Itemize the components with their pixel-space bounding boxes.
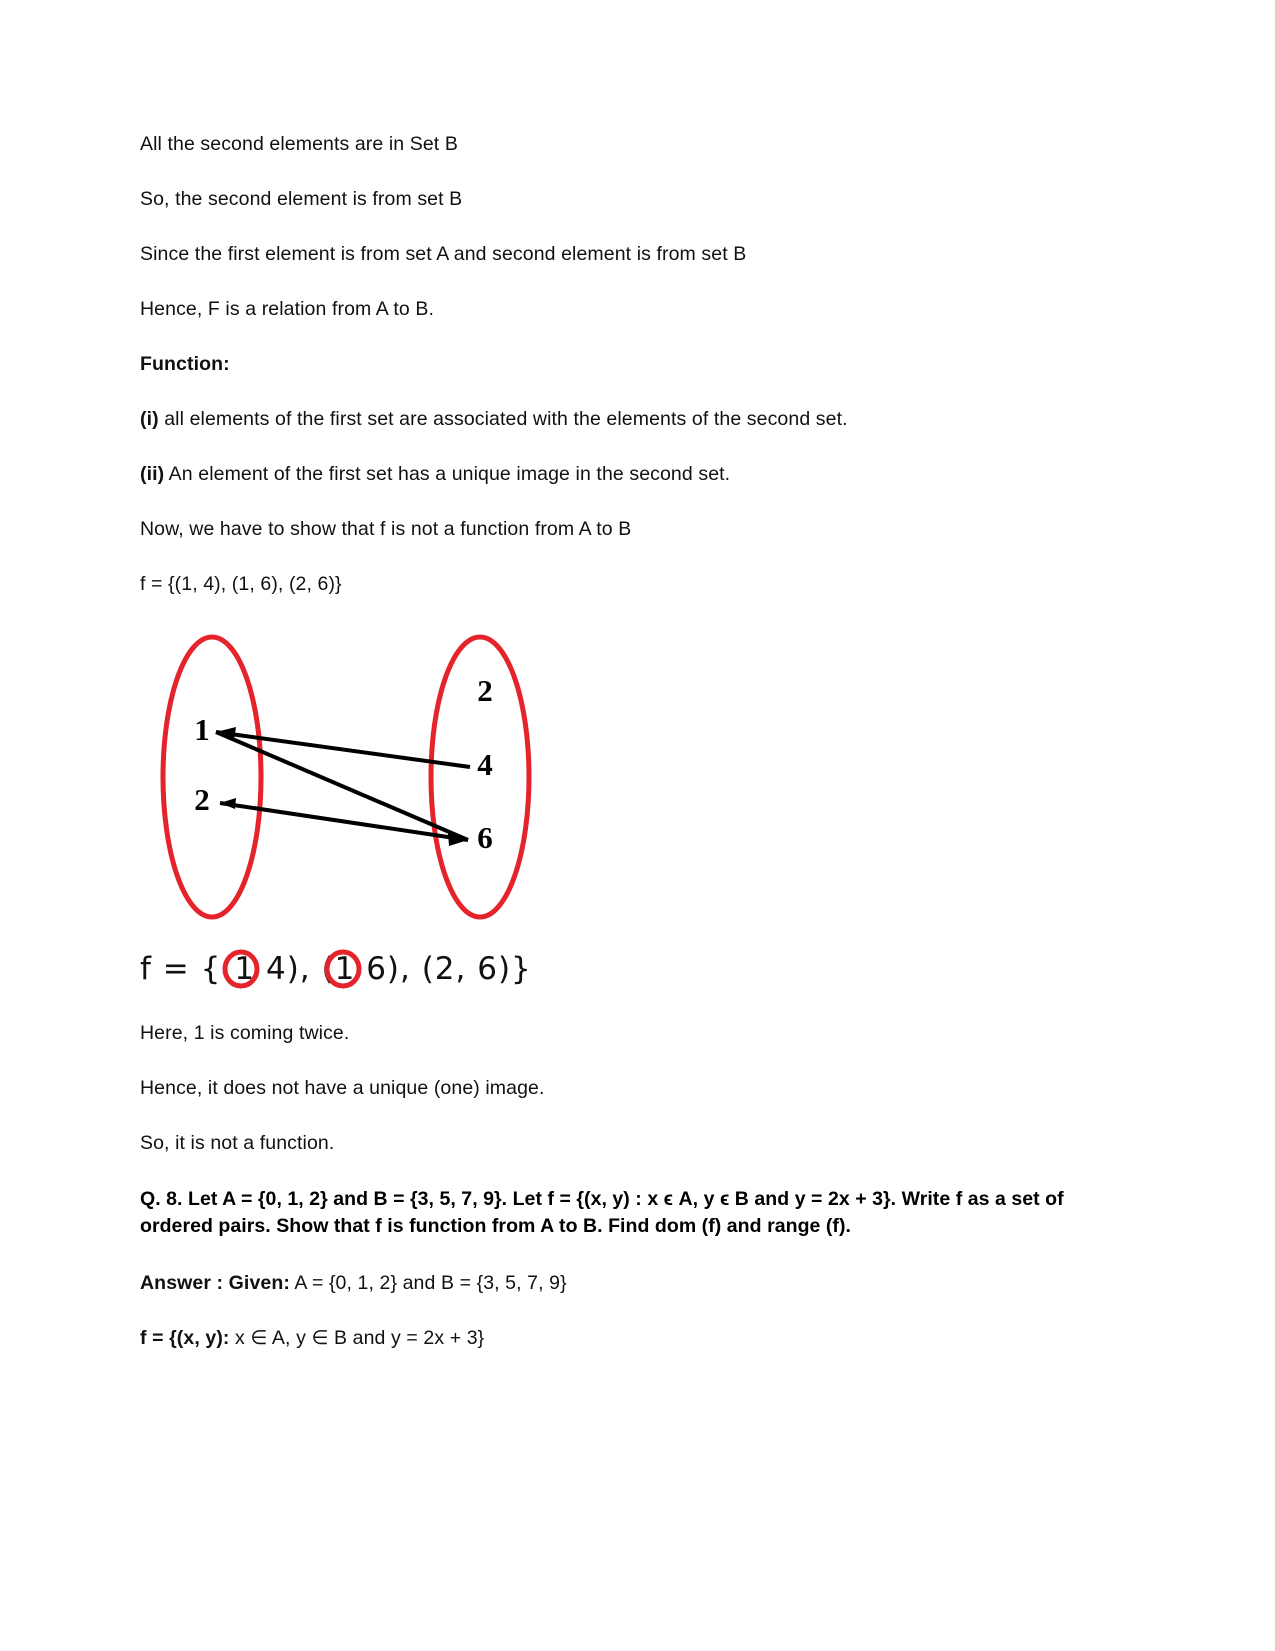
function-point-i-marker: (i) <box>140 408 159 430</box>
f-definition: f = {(1, 4), (1, 6), (2, 6)} <box>140 573 342 595</box>
set-a-element-1: 1 <box>194 712 210 747</box>
set-b-element-4: 4 <box>477 747 493 782</box>
heading-function: Function: <box>140 353 230 375</box>
paragraph-no-unique-image: Hence, it does not have a unique (one) image. <box>140 1077 545 1099</box>
paragraph-not-a-function: So, it is not a function. <box>140 1132 335 1154</box>
paragraph-hence-relation: Hence, F is a relation from A to B. <box>140 298 434 320</box>
answer-given-prefix: Answer : Given: <box>140 1272 290 1294</box>
f-set-builder-rest: x ∈ A, y ∈ B and y = 2x + 3} <box>229 1327 485 1349</box>
set-b-element-2: 2 <box>477 673 493 708</box>
paragraph-second-element-from-set-b: So, the second element is from set B <box>140 188 463 210</box>
function-point-i <box>140 407 1100 431</box>
paragraph-since-first-element: Since the first element is from set A and second element is from set B <box>140 243 747 265</box>
paragraph-all-second-elements: All the second elements are in Set B <box>140 133 458 155</box>
answer-given-rest: A = {0, 1, 2} and B = {3, 5, 7, 9} <box>289 1272 567 1294</box>
set-b-element-6: 6 <box>477 820 493 855</box>
set-a-element-2: 2 <box>194 782 210 817</box>
paragraph-now-show-not-function: Now, we have to show that f is not a function from A to B <box>140 518 632 540</box>
function-point-ii-text: An element of the first set has a unique image in the second set. <box>164 463 731 485</box>
function-point-ii <box>140 462 1100 486</box>
answer-given-line <box>140 1271 1100 1295</box>
circled-formula-text: f = {(1 4), (1 6), (2, 6)} <box>140 951 532 987</box>
mapping-diagram <box>140 627 560 927</box>
f-set-builder-line <box>140 1326 1100 1350</box>
document-body <box>140 132 1100 1381</box>
f-set-builder-prefix: f = {(x, y): <box>140 1327 230 1349</box>
function-point-ii-marker: (ii) <box>140 463 165 485</box>
question-8: Q. 8. Let A = {0, 1, 2} and B = {3, 5, 7, 9}. Let f = {(x, y) : x ϵ A, y ϵ B and y = 2x + 3}. Write f as a set of ordered pairs. Show that f is function from A to B. Find dom (f) and range (f). <box>140 1188 1064 1237</box>
mapping-diagram-svg <box>140 627 560 927</box>
function-point-i-text: all elements of the first set are associated with the elements of the second set. <box>158 408 848 430</box>
set-a-ellipse <box>163 637 261 917</box>
paragraph-one-coming-twice: Here, 1 is coming twice. <box>140 1022 350 1044</box>
circled-formula <box>140 939 570 995</box>
circled-formula-svg <box>140 939 570 995</box>
